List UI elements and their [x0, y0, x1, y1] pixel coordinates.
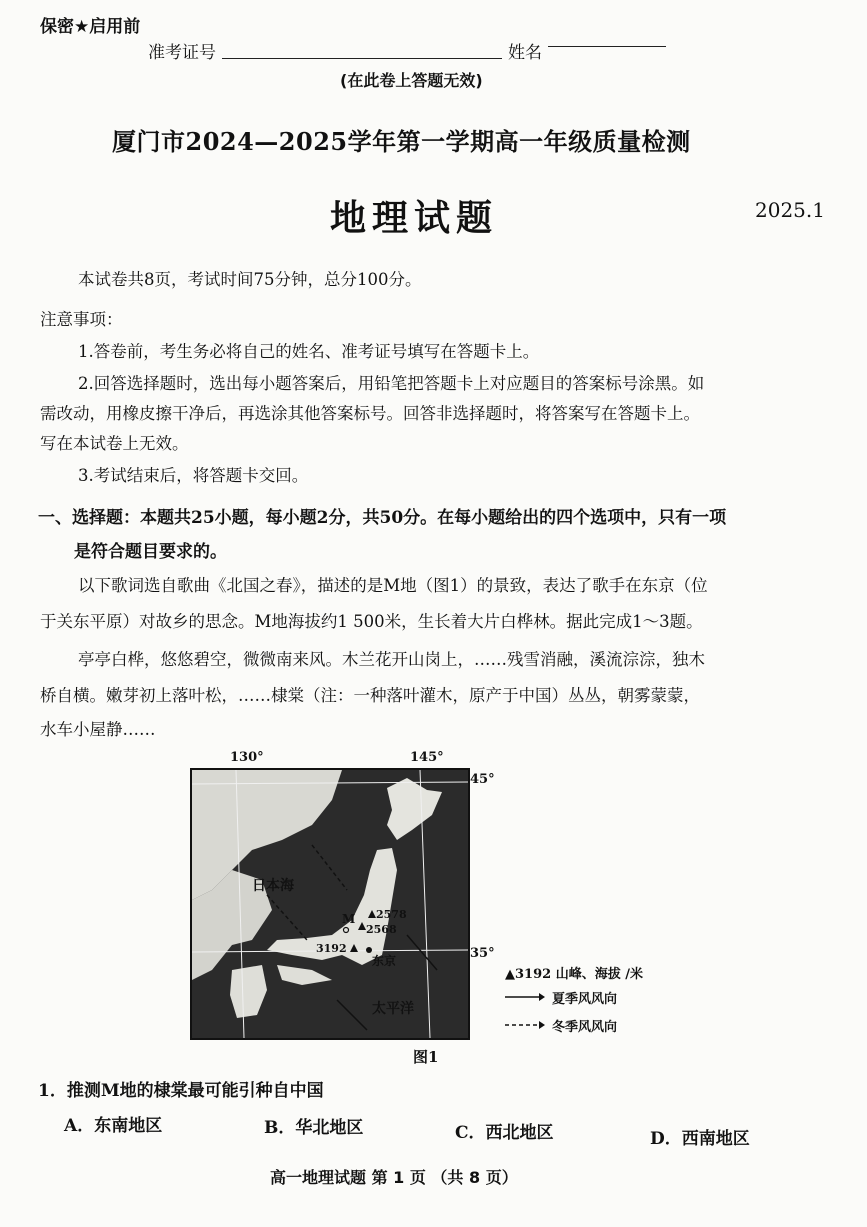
confidential-label: 保密★启用前	[40, 17, 141, 37]
peak-legend-icon: ▲	[505, 967, 515, 982]
lyrics-line-1: 亭亭白桦，悠悠碧空，微微南来风。木兰花开山岗上，……残雪消融，溪流淙淙，独木	[78, 650, 705, 669]
winter-wind-legend-icon	[505, 1020, 545, 1030]
exam-id-blank	[222, 58, 502, 59]
name-blank	[548, 46, 666, 47]
shikoku	[277, 965, 332, 985]
sea-of-japan-label: 日本海	[252, 878, 294, 894]
japan-map	[190, 768, 470, 1040]
point-m-label: M	[342, 912, 356, 926]
question-stem: 以下歌词选自歌曲《北国之春》，描述的是M地（图1）的景致，表达了歌手在东京（位	[78, 576, 708, 595]
pacific-ocean-label: 太平洋	[372, 1001, 414, 1017]
tokyo-label: 东京	[372, 954, 397, 968]
kyushu	[230, 965, 267, 1018]
figure-caption: 图1	[413, 1048, 439, 1066]
exam-title: 厦门市2024—2025学年第一学期高一年级质量检测	[112, 127, 691, 156]
no-answer-notice: (在此卷上答题无效)	[340, 71, 483, 90]
exam-date: 2025.1	[755, 198, 825, 222]
notes-item-2-cont: 需改动，用橡皮擦干净后，再选涂其他答案标号。回答非选择题时，将答案写在答题卡上。	[40, 404, 700, 423]
option-b[interactable]: B．华北地区	[264, 1118, 364, 1138]
legend-summer-monsoon: 夏季风风向	[552, 992, 618, 1007]
option-a[interactable]: A．东南地区	[64, 1116, 163, 1136]
option-c[interactable]: C．西北地区	[455, 1123, 554, 1143]
legend-peak	[505, 963, 643, 982]
legend-peak-text: 3192 山峰、海拔 /米	[515, 967, 643, 982]
legend-winter-monsoon: 冬季风风向	[552, 1020, 618, 1035]
notes-item-3: 3.考试结束后，将答题卡交回。	[78, 466, 309, 485]
hokkaido	[387, 778, 442, 840]
lyrics-line-2: 桥自横。嫩芽初上落叶松，……棣棠（注：一种落叶灌木，原产于中国）丛丛，朝雾蒙蒙，	[40, 686, 700, 705]
lyrics-line-3: 水车小屋静……	[40, 720, 156, 739]
latitude-35-label: 35°	[470, 946, 495, 961]
exam-id-label: 准考证号	[148, 43, 216, 63]
section-heading-cont: 是符合题目要求的。	[74, 542, 227, 562]
section-heading: 一、选择题：本题共25小题，每小题2分，共50分。在每小题给出的四个选项中，只有一项	[38, 508, 727, 528]
question-1: 1．推测M地的棣棠最可能引种自中国	[38, 1081, 324, 1101]
notes-heading: 注意事项：	[40, 310, 123, 329]
summer-monsoon-arrow-2	[337, 1000, 367, 1030]
winter-monsoon-arrow-1	[312, 845, 347, 890]
option-d[interactable]: D．西南地区	[650, 1129, 750, 1149]
longitude-145-label: 145°	[410, 750, 444, 765]
peak-3192-label: 3192	[316, 942, 347, 955]
winter-monsoon-arrow-2	[267, 895, 307, 940]
page-footer: 高一地理试题 第 1 页 （共 8 页）	[270, 1168, 518, 1187]
notes-item-2-end: 写在本试卷上无效。	[40, 434, 189, 453]
subject-title: 地理试题	[330, 198, 499, 239]
notes-item-1: 1.答卷前，考生务必将自己的姓名、准考证号填写在答题卡上。	[78, 342, 540, 361]
summer-monsoon-arrow-1	[407, 935, 437, 970]
peak-2568-label: 2568	[366, 923, 397, 936]
notes-item-2: 2.回答选择题时，选出每小题答案后，用铅笔把答题卡上对应题目的答案标号涂黑。如	[78, 374, 705, 393]
peak-2578-label: 2578	[376, 908, 407, 921]
exam-intro: 本试卷共8页，考试时间75分钟，总分100分。	[78, 270, 422, 289]
latitude-45-label: 45°	[470, 772, 495, 787]
map-drawing	[192, 770, 468, 1038]
longitude-130-label: 130°	[230, 750, 264, 765]
summer-wind-legend-icon	[505, 992, 545, 1002]
question-stem-cont: 于关东平原）对故乡的思念。M地海拔约1 500米，生长着大片白桦林。据此完成1～3题。	[40, 612, 703, 631]
name-label: 姓名	[508, 43, 542, 63]
